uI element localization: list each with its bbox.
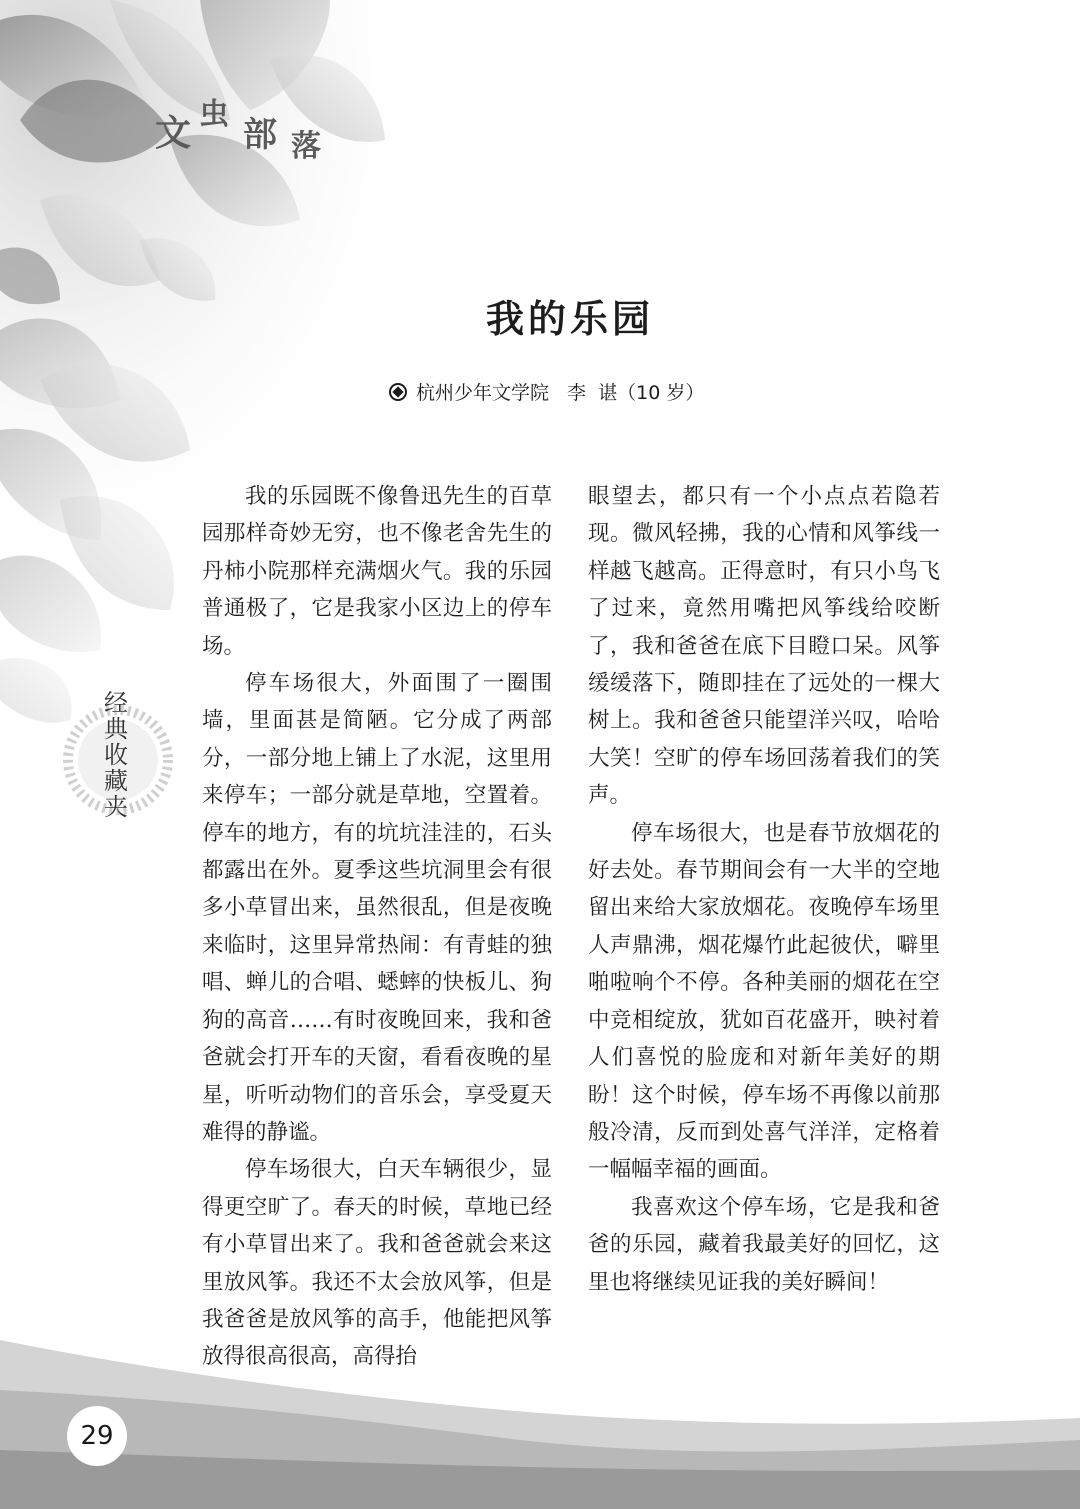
page-number: 29 (67, 1406, 127, 1466)
body-column-right (588, 478, 940, 1301)
paragraph: 眼望去，都只有一个小点点若隐若现。微风轻拂，我的心情和风筝线一样越飞越高。正得意时，有只小鸟飞了过来，竟然用嘴把风筝线给咬断了，我和爸爸在底下目瞪口呆。风筝缓缓落下，随即挂在了远处的一棵大树上。我和爸爸只能望洋兴叹，哈哈大笑！空旷的停车场回荡着我们的笑声。 (588, 484, 940, 809)
badge-char: 夹 (104, 793, 128, 821)
body-column-left (202, 478, 552, 1376)
section-title-char: 虫 (199, 97, 229, 132)
section-title-char: 落 (291, 129, 321, 164)
author-age: （10 岁） (617, 382, 705, 404)
paragraph: 停车场很大，也是春节放烟花的好去处。春节期间会有一大半的空地留出来给大家放烟花。夜晚停车场里人声鼎沸，烟花爆竹此起彼伏，噼里啪啦响个不停。各种美丽的烟花在空中竞相绽放，犹如百花盛开，映衬着人们喜悦的脸庞和对新年美好的期盼！这个时候，停车场不再像以前那般冷清，反而到处喜气洋洋，定格着一幅幅幸福的画面。 (588, 820, 940, 1183)
badge-char: 经 (104, 689, 128, 717)
diamond-bullet-icon (388, 382, 408, 402)
author-byline (388, 378, 704, 405)
article-title: 我的乐园 (485, 297, 654, 341)
badge-char: 收 (104, 741, 128, 769)
author-affiliation: 杭州少年文学院 (416, 382, 550, 404)
paragraph: 我的乐园既不像鲁迅先生的百草园那样奇妙无穷，也不像老舍先生的丹柿小院那样充满烟火气。我的乐园普通极了，它是我家小区边上的停车场。 (202, 484, 552, 659)
paragraph: 我喜欢这个停车场，它是我和爸爸的乐园，藏着我最美好的回忆，这里也将继续见证我的美好瞬间！ (588, 1194, 940, 1295)
badge-char: 典 (104, 715, 128, 743)
section-title-char: 文 (155, 113, 192, 154)
section-title-char: 部 (243, 115, 277, 155)
paragraph: 停车场很大，外面围了一圈围墙，里面甚是简陋。它分成了两部分，一部分地上铺上了水泥，这里用来停车；一部分就是草地，空置着。停车的地方，有的坑坑洼洼的，石头都露出在外。夏季这些坑洞里会有很多小草冒出来，虽然很乱，但是夜晚来临时，这里异常热闹：有青蛙的独唱、蝉儿的合唱、蟋蟀的快板儿、狗狗的高音……有时夜晚回来，我和爸爸就会打开车的天窗，看看夜晚的星星，听听动物们的音乐会，享受夏天难得的静谧。 (202, 671, 552, 1145)
paragraph: 停车场很大，白天车辆很少，显得更空旷了。春天的时候，草地已经有小草冒出来了。我和爸爸就会来这里放风筝。我还不太会放风筝，但是我爸爸是放风筝的高手，他能把风筝放得很高很高，高得抬 (202, 1157, 552, 1370)
badge-char: 藏 (104, 767, 128, 795)
side-badge (72, 690, 190, 850)
author-name: 李 谌 (567, 382, 618, 404)
section-title (155, 97, 355, 170)
